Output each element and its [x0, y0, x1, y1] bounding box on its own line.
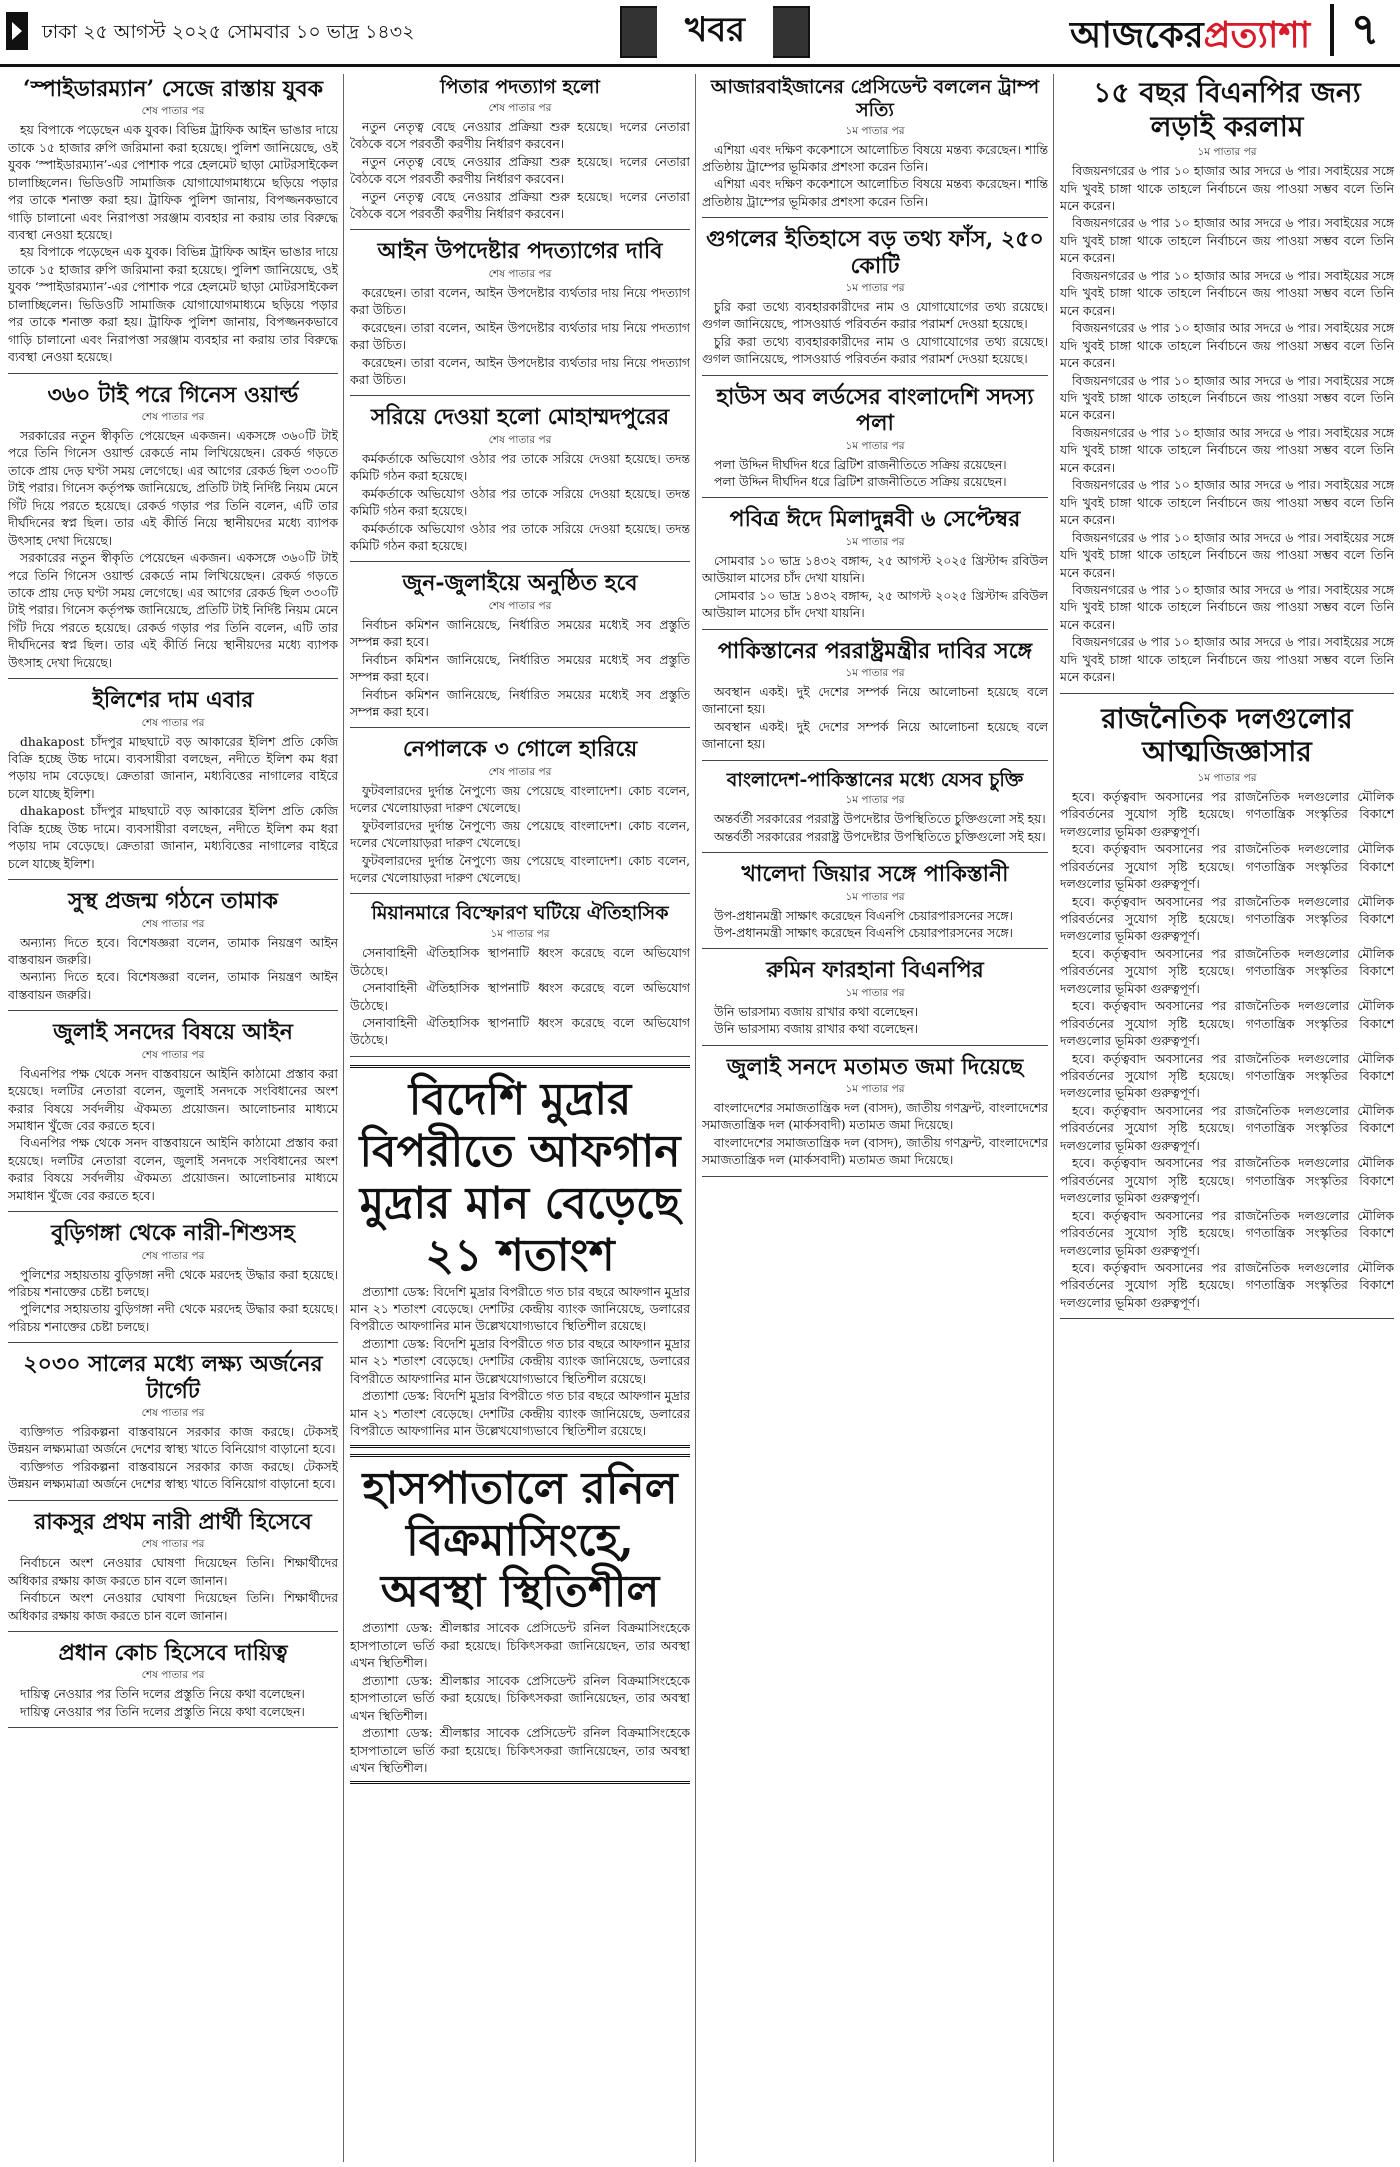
continued-note: শেষ পাতার পর — [488, 267, 552, 280]
article-body: সরকারের নতুন স্বীকৃতি পেয়েছেন একজন। একসঙ্গে ৩৬০টি টাই পরে তিনি গিনেস ওয়ার্ল্ড রেকর্ডে নাম লিখিয়েছেন। রেকর্ড গড়তে তাকে প্রায় দেড় ঘণ্টা সময় লেগেছে। এর আগের রেকর্ড ছিল ৩৩০টি টাই পরার। গিনেস কর্তৃপক্ষ জানিয়েছে, প্রতিটি টাই নির্দিষ্ট নিয়ম মেনে গিঁট দিয়ে পরতে হয়েছে। রেকর্ড গড়ার পর তিনি বলেন, এটি তার দীর্ঘদিনের স্বপ্ন ছিল। তার এই কীর্তি নিয়ে স্থানীয়দের মধ্যে ব্যাপক উৎসাহ দেখা দিয়েছে। সরকারের নতুন স্বীকৃতি পেয়েছেন একজন। একসঙ্গে ৩৬০টি টাই পরে তিনি গিনেস ওয়ার্ল্ড রেকর্ডে নাম লিখিয়েছেন। রেকর্ড গড়তে তাকে প্রায় দেড় ঘণ্টা সময় লেগেছে। এর আগের রেকর্ড ছিল ৩৩০টি টাই পরার। গিনেস কর্তৃপক্ষ জানিয়েছে, প্রতিটি টাই নির্দিষ্ট নিয়ম মেনে গিঁট দিয়ে পরতে হয়েছে। রেকর্ড গড়ার পর তিনি বলেন, এটি তার দীর্ঘদিনের স্বপ্ন ছিল। তার এই কীর্তি নিয়ে স্থানীয়দের মধ্যে ব্যাপক উৎসাহ দেখা দিয়েছে। — [8, 428, 338, 670]
article-headline: পবিত্র ঈদে মিলাদুন্নবী ৬ সেপ্টেম্বর — [729, 506, 1021, 533]
article-body: বিজয়নগরের ৬ পার ১০ হাজার আর সদরে ৬ পার। সবাইয়ের সঙ্গে যদি খুবই চাঙ্গা থাকে তাহলে নির্বাচনে জয় পাওয়া সম্ভব বলে তিনি মনে করেন। বিজয়নগরের ৬ পার ১০ হাজার আর সদরে ৬ পার। সবাইয়ের সঙ্গে যদি খুবই চাঙ্গা থাকে তাহলে নির্বাচনে জয় পাওয়া সম্ভব বলে তিনি মনে করেন। বিজয়নগরের ৬ পার ১০ হাজার আর সদরে ৬ পার। সবাইয়ের সঙ্গে যদি খুবই চাঙ্গা থাকে তাহলে নির্বাচনে জয় পাওয়া সম্ভব বলে তিনি মনে করেন। বিজয়নগরের ৬ পার ১০ হাজার আর সদরে ৬ পার। সবাইয়ের সঙ্গে যদি খুবই চাঙ্গা থাকে তাহলে নির্বাচনে জয় পাওয়া সম্ভব বলে তিনি মনে করেন। বিজয়নগরের ৬ পার ১০ হাজার আর সদরে ৬ পার। সবাইয়ের সঙ্গে যদি খুবই চাঙ্গা থাকে তাহলে নির্বাচনে জয় পাওয়া সম্ভব বলে তিনি মনে করেন। বিজয়নগরের ৬ পার ১০ হাজার আর সদরে ৬ পার। সবাইয়ের সঙ্গে যদি খুবই চাঙ্গা থাকে তাহলে নির্বাচনে জয় পাওয়া সম্ভব বলে তিনি মনে করেন। বিজয়নগরের ৬ পার ১০ হাজার আর সদরে ৬ পার। সবাইয়ের সঙ্গে যদি খুবই চাঙ্গা থাকে তাহলে নির্বাচনে জয় পাওয়া সম্ভব বলে তিনি মনে করেন। বিজয়নগরের ৬ পার ১০ হাজার আর সদরে ৬ পার। সবাইয়ের সঙ্গে যদি খুবই চাঙ্গা থাকে তাহলে নির্বাচনে জয় পাওয়া সম্ভব বলে তিনি মনে করেন। বিজয়নগরের ৬ পার ১০ হাজার আর সদরে ৬ পার। সবাইয়ের সঙ্গে যদি খুবই চাঙ্গা থাকে তাহলে নির্বাচনে জয় পাওয়া সম্ভব বলে তিনি মনে করেন। বিজয়নগরের ৬ পার ১০ হাজার আর সদরে ৬ পার। সবাইয়ের সঙ্গে যদি খুবই চাঙ্গা থাকে তাহলে নির্বাচনে জয় পাওয়া সম্ভব বলে তিনি মনে করেন। — [1060, 164, 1394, 685]
continued-note: ১ম পাতার পর — [845, 986, 905, 999]
continued-note: শেষ পাতার পর — [141, 1669, 205, 1682]
article-body: উনি ভারসাম্য বজায় রাখার কথা বলেছেন। উনি ভারসাম্য বজায় রাখার কথা বলেছেন। — [714, 1004, 919, 1037]
article-headline: প্রধান কোচ হিসেবে দায়িত্ব — [58, 1639, 288, 1666]
article-headline: ৩৬০ টাই পরে গিনেস ওয়ার্ল্ড — [47, 381, 299, 408]
article-body: অন্যান্য দিতে হবে। বিশেষজ্ঞরা বলেন, তামাক নিয়ন্ত্রণ আইন বাস্তবায়ন জরুরি। অন্যান্য দিতে হবে। বিশেষজ্ঞরা বলেন, তামাক নিয়ন্ত্রণ আইন বাস্তবায়ন জরুরি। — [8, 935, 338, 1002]
continued-note: শেষ পাতার পর — [488, 101, 552, 114]
continued-note: শেষ পাতার পর — [141, 1048, 205, 1061]
article — [702, 769, 1048, 854]
article-body: ব্যক্তিগত পরিকল্পনা বাস্তবায়নে সরকার কাজ করছে। টেকসই উন্নয়ন লক্ষ্যমাত্রা অর্জনে দেশের স্বাস্থ্য খাতে বিনিয়োগ বাড়ানো হবে। ব্যক্তিগত পরিকল্পনা বাস্তবায়নে সরকার কাজ করছে। টেকসই উন্নয়ন লক্ষ্যমাত্রা অর্জনে দেশের স্বাস্থ্য খাতে বিনিয়োগ বাড়ানো হবে। — [8, 1425, 338, 1492]
article — [350, 902, 690, 1056]
article-body: নতুন নেতৃত্ব বেছে নেওয়ার প্রক্রিয়া শুরু হয়েছে। দলের নেতারা বৈঠকে বসে পরবর্তী করণীয় নির্ধারণ করবেন। নতুন নেতৃত্ব বেছে নেওয়ার প্রক্রিয়া শুরু হয়েছে। দলের নেতারা বৈঠকে বসে পরবর্তী করণীয় নির্ধারণ করবেন। নতুন নেতৃত্ব বেছে নেওয়ার প্রক্রিয়া শুরু হয়েছে। দলের নেতারা বৈঠকে বসে পরবর্তী করণীয় নির্ধারণ করবেন। — [350, 119, 690, 221]
article-headline: ১৫ বছর বিএনপির জন্য লড়াই করলাম — [1093, 76, 1361, 143]
article-headline: রাজনৈতিক দলগুলোর আত্মজিজ্ঞাসার — [1101, 701, 1353, 769]
article — [8, 1019, 338, 1212]
article — [350, 404, 690, 562]
article-headline: পাকিস্তানের পররাষ্ট্রমন্ত্রীর দাবির সঙ্গে — [717, 637, 1033, 664]
article-headline: পিতার পদত্যাগ হলো — [440, 76, 600, 98]
article — [350, 570, 690, 728]
article-headline: ইলিশের দাম এবার — [92, 687, 254, 714]
article-headline: রুমিন ফারহানা বিএনপির — [766, 957, 984, 984]
article-body: চুরি করা তথ্যে ব্যবহারকারীদের নাম ও যোগাযোগের তথ্য রয়েছে। গুগল জানিয়েছে, পাসওয়ার্ড পরিবর্তন করার পরামর্শ দেওয়া হয়েছে। চুরি করা তথ্যে ব্যবহারকারীদের নাম ও যোগাযোগের তথ্য রয়েছে। গুগল জানিয়েছে, পাসওয়ার্ড পরিবর্তন করার পরামর্শ দেওয়া হয়েছে। — [702, 300, 1048, 367]
continued-note: ১ম পাতার পর — [845, 794, 905, 807]
column-divider — [1053, 74, 1054, 2162]
article-headline: বাংলাদেশ-পাকিস্তানের মধ্যে যেসব চুক্তি — [726, 768, 1024, 791]
article — [702, 638, 1048, 761]
continued-note: শেষ পাতার পর — [141, 1407, 205, 1420]
continued-note: শেষ পাতার পর — [141, 1538, 205, 1551]
continued-note: শেষ পাতার পর — [488, 433, 552, 446]
article — [8, 1351, 338, 1501]
column-1 — [8, 74, 338, 2162]
column-2 — [350, 74, 690, 2162]
article-body: dhakapost চাঁদপুর মাছঘাটে বড় আকারের ইলিশ প্রতি কেজি বিক্রি হচ্ছে উচ্চ দামে। ব্যবসায়ীরা বলছেন, নদীতে ইলিশ কম ধরা পড়ায় দাম বেড়েছে। ক্রেতারা জানান, মধ্যবিত্তের নাগালের বাইরে চলে যাচ্ছে ইলিশ। dhakapost চাঁদপুর মাছঘাটে বড় আকারের ইলিশ প্রতি কেজি বিক্রি হচ্ছে উচ্চ দামে। ব্যবসায়ীরা বলছেন, নদীতে ইলিশ কম ধরা পড়ায় দাম বেড়েছে। ক্রেতারা জানান, মধ্যবিত্তের নাগালের বাইরে চলে যাচ্ছে ইলিশ। — [8, 734, 338, 871]
article-headline: আজারবাইজানের প্রেসিডেন্ট বললেন ট্রাম্প সত্যি — [710, 76, 1040, 121]
article — [350, 736, 690, 894]
article — [702, 226, 1048, 376]
article — [702, 957, 1048, 1045]
article-body: বাংলাদেশের সমাজতান্ত্রিক দল (বাসদ), জাতীয় গণফ্রন্ট, বাংলাদেশের সমাজতান্ত্রিক দল (মার্কসবাদী) মতামত জমা দিয়েছে। বাংলাদেশের সমাজতান্ত্রিক দল (বাসদ), জাতীয় গণফ্রন্ট, বাংলাদেশের সমাজতান্ত্রিক দল (মার্কসবাদী) মতামত জমা দিয়েছে। — [702, 1100, 1048, 1168]
article-headline: রাকসুর প্রথম নারী প্রার্থী হিসেবে — [34, 1508, 312, 1535]
dateline: ঢাকা ২৫ আগস্ট ২০২৫ সোমবার ১০ ভাদ্র ১৪৩২ — [42, 21, 415, 43]
article-body: উপ-প্রধানমন্ত্রী সাক্ষাৎ করেছেন বিএনপি চেয়ারপারসনের সঙ্গে। উপ-প্রধানমন্ত্রী সাক্ষাৎ করেছেন বিএনপি চেয়ারপারসনের সঙ্গে। — [714, 908, 1013, 940]
article — [8, 888, 338, 1011]
continued-note: শেষ পাতার পর — [141, 1249, 205, 1262]
article — [8, 687, 338, 880]
article-body: হয় বিপাকে পড়েছেন এক যুবক। বিভিন্ন ট্রাফিক আইন ভাঙার দায়ে তাকে ১৫ হাজার রুপি জরিমানা করা হয়েছে। পুলিশ জানিয়েছে, ওই যুবক ‘স্পাইডারম্যান’-এর পোশাক পরে হেলমেট ছাড়া মোটরসাইকেল চালাচ্ছিলেন। ভিডিওটি সামাজিক যোগাযোগমাধ্যমে ছড়িয়ে পড়ার পর তাকে শনাক্ত করা হয়। ট্রাফিক পুলিশ জানায়, বিপজ্জনকভাবে গাড়ি চালানো এবং নিরাপত্তা সরঞ্জাম ব্যবহার না করায় তার বিরুদ্ধে ব্যবস্থা নেওয়া হয়েছে। হয় বিপাকে পড়েছেন এক যুবক। বিভিন্ন ট্রাফিক আইন ভাঙার দায়ে তাকে ১৫ হাজার রুপি জরিমানা করা হয়েছে। পুলিশ জানিয়েছে, ওই যুবক ‘স্পাইডারম্যান’-এর পোশাক পরে হেলমেট ছাড়া মোটরসাইকেল চালাচ্ছিলেন। ভিডিওটি সামাজিক যোগাযোগমাধ্যমে ছড়িয়ে পড়ার পর তাকে শনাক্ত করা হয়। ট্রাফিক পুলিশ জানায়, বিপজ্জনকভাবে গাড়ি চালানো এবং নিরাপত্তা সরঞ্জাম ব্যবহার না করায় তার বিরুদ্ধে ব্যবস্থা নেওয়া হয়েছে। — [8, 123, 338, 365]
article-headline: হাউস অব লর্ডসের বাংলাদেশি সদস্য পলা — [716, 383, 1034, 437]
article-body: হবে। কর্তৃত্ববাদ অবসানের পর রাজনৈতিক দলগুলোর মৌলিক পরিবর্তনের সুযোগ সৃষ্টি হয়েছে। গণতান্ত্রিক সংস্কৃতির বিকাশে দলগুলোর ভূমিকা গুরুত্বপূর্ণ। হবে। কর্তৃত্ববাদ অবসানের পর রাজনৈতিক দলগুলোর মৌলিক পরিবর্তনের সুযোগ সৃষ্টি হয়েছে। গণতান্ত্রিক সংস্কৃতির বিকাশে দলগুলোর ভূমিকা গুরুত্বপূর্ণ। হবে। কর্তৃত্ববাদ অবসানের পর রাজনৈতিক দলগুলোর মৌলিক পরিবর্তনের সুযোগ সৃষ্টি হয়েছে। গণতান্ত্রিক সংস্কৃতির বিকাশে দলগুলোর ভূমিকা গুরুত্বপূর্ণ। হবে। কর্তৃত্ববাদ অবসানের পর রাজনৈতিক দলগুলোর মৌলিক পরিবর্তনের সুযোগ সৃষ্টি হয়েছে। গণতান্ত্রিক সংস্কৃতির বিকাশে দলগুলোর ভূমিকা গুরুত্বপূর্ণ। হবে। কর্তৃত্ববাদ অবসানের পর রাজনৈতিক দলগুলোর মৌলিক পরিবর্তনের সুযোগ সৃষ্টি হয়েছে। গণতান্ত্রিক সংস্কৃতির বিকাশে দলগুলোর ভূমিকা গুরুত্বপূর্ণ। হবে। কর্তৃত্ববাদ অবসানের পর রাজনৈতিক দলগুলোর মৌলিক পরিবর্তনের সুযোগ সৃষ্টি হয়েছে। গণতান্ত্রিক সংস্কৃতির বিকাশে দলগুলোর ভূমিকা গুরুত্বপূর্ণ। হবে। কর্তৃত্ববাদ অবসানের পর রাজনৈতিক দলগুলোর মৌলিক পরিবর্তনের সুযোগ সৃষ্টি হয়েছে। গণতান্ত্রিক সংস্কৃতির বিকাশে দলগুলোর ভূমিকা গুরুত্বপূর্ণ। হবে। কর্তৃত্ববাদ অবসানের পর রাজনৈতিক দলগুলোর মৌলিক পরিবর্তনের সুযোগ সৃষ্টি হয়েছে। গণতান্ত্রিক সংস্কৃতির বিকাশে দলগুলোর ভূমিকা গুরুত্বপূর্ণ। হবে। কর্তৃত্ববাদ অবসানের পর রাজনৈতিক দলগুলোর মৌলিক পরিবর্তনের সুযোগ সৃষ্টি হয়েছে। গণতান্ত্রিক সংস্কৃতির বিকাশে দলগুলোর ভূমিকা গুরুত্বপূর্ণ। হবে। কর্তৃত্ববাদ অবসানের পর রাজনৈতিক দলগুলোর মৌলিক পরিবর্তনের সুযোগ সৃষ্টি হয়েছে। গণতান্ত্রিক সংস্কৃতির বিকাশে দলগুলোর ভূমিকা গুরুত্বপূর্ণ। — [1060, 789, 1394, 1310]
brand-accent: প্রত্যাশা — [1203, 15, 1311, 56]
article-body: পুলিশের সহায়তায় বুড়িগঙ্গা নদী থেকে মরদেহ উদ্ধার করা হয়েছে। পরিচয় শনাক্তের চেষ্টা চলছে। পুলিশের সহায়তায় বুড়িগঙ্গা নদী থেকে মরদেহ উদ্ধার করা হয়েছে। পরিচয় শনাক্তের চেষ্টা চলছে। — [8, 1267, 338, 1334]
continued-note: শেষ পাতার পর — [141, 917, 205, 930]
continued-note: ১ম পাতার পর — [845, 1083, 905, 1096]
masthead — [0, 0, 1400, 67]
article — [350, 238, 690, 396]
article — [8, 1220, 338, 1343]
article — [1060, 76, 1394, 694]
article-headline: ‘স্পাইডারম্যান’ সেজে রাস্তায় যুবক — [22, 76, 324, 102]
column-divider — [695, 74, 696, 2162]
section-title-box — [620, 6, 810, 58]
article-body: বিএনপির পক্ষ থেকে সনদ বাস্তবায়নে আইনি কাঠামো প্রস্তাব করা হয়েছে। দলটির নেতারা বলেন, জুলাই সনদকে সংবিধানের অংশ করার বিষয়ে সর্বদলীয় ঐকমত্য প্রয়োজন। আলোচনার মাধ্যমে সমাধান খুঁজে বের করতে হবে। বিএনপির পক্ষ থেকে সনদ বাস্তবায়নে আইনি কাঠামো প্রস্তাব করা হয়েছে। দলটির নেতারা বলেন, জুলাই সনদকে সংবিধানের অংশ করার বিষয়ে সর্বদলীয় ঐকমত্য প্রয়োজন। আলোচনার মাধ্যমে সমাধান খুঁজে বের করতে হবে। — [8, 1066, 338, 1203]
article-headline: জুলাই সনদের বিষয়ে আইন — [53, 1019, 293, 1046]
continued-note: শেষ পাতার পর — [141, 105, 205, 118]
article-body: নির্বাচনে অংশ নেওয়ার ঘোষণা দিয়েছেন তিনি। শিক্ষার্থীদের অধিকার রক্ষায় কাজ করতে চান বলে জানান। নির্বাচনে অংশ নেওয়ার ঘোষণা দিয়েছেন তিনি। শিক্ষার্থীদের অধিকার রক্ষায় কাজ করতে চান বলে জানান। — [8, 1556, 338, 1623]
article — [702, 384, 1048, 499]
article — [8, 76, 338, 374]
continued-note: ১ম পাতার পর — [845, 666, 905, 679]
article — [8, 1509, 338, 1632]
article — [702, 1054, 1048, 1177]
article-headline: গুগলের ইতিহাসে বড় তথ্য ফাঁস, ২৫০ কোটি — [706, 226, 1044, 279]
article-body: সেনাবাহিনী ঐতিহাসিক স্থাপনাটি ধ্বংস করেছে বলে অভিযোগ উঠেছে। সেনাবাহিনী ঐতিহাসিক স্থাপনাটি ধ্বংস করেছে বলে অভিযোগ উঠেছে। সেনাবাহিনী ঐতিহাসিক স্থাপনাটি ধ্বংস করেছে বলে অভিযোগ উঠেছে। — [350, 946, 690, 1048]
article — [350, 76, 690, 230]
article-body: পলা উদ্দিন দীর্ঘদিন ধরে ব্রিটিশ রাজনীতিতে সক্রিয় রয়েছেন। পলা উদ্দিন দীর্ঘদিন ধরে ব্রিটিশ রাজনীতিতে সক্রিয় রয়েছেন। — [714, 457, 1007, 489]
continued-note: শেষ পাতার পর — [488, 765, 552, 778]
article — [702, 506, 1048, 629]
article-body: সোমবার ১০ ভাদ্র ১৪৩২ বঙ্গাব্দ, ২৫ আগস্ট ২০২৫ খ্রিস্টাব্দ রবিউল আউয়াল মাসের চাঁদ দেখা যায়নি। সোমবার ১০ ভাদ্র ১৪৩২ বঙ্গাব্দ, ২৫ আগস্ট ২০২৫ খ্রিস্টাব্দ রবিউল আউয়াল মাসের চাঁদ দেখা যায়নি। — [702, 553, 1048, 621]
article-headline: আইন উপদেষ্টার পদত্যাগের দাবি — [377, 238, 663, 265]
continued-note: ১ম পাতার পর — [845, 535, 905, 548]
section-title: খবর — [657, 4, 773, 61]
continued-note: শেষ পাতার পর — [141, 716, 205, 729]
page-number: ৭ — [1330, 4, 1396, 56]
article-headline: জুন-জুলাইয়ে অনুষ্ঠিত হবে — [402, 570, 638, 597]
article — [702, 861, 1048, 949]
brand-logo — [1070, 8, 1310, 68]
continued-note: ১ম পাতার পর — [845, 124, 905, 137]
column-4 — [1060, 74, 1394, 2162]
arrow-mark-icon — [6, 12, 28, 50]
article-headline: সরিয়ে দেওয়া হলো মোহাম্মদপুরের — [370, 404, 670, 431]
article-headline: সুস্থ প্রজন্ম গঠনে তামাক — [68, 888, 278, 915]
continued-note: শেষ পাতার পর — [141, 411, 205, 424]
article-headline: জুলাই সনদে মতামত জমা দিয়েছে — [726, 1053, 1024, 1080]
article-body: নির্বাচন কমিশন জানিয়েছে, নির্ধারিত সময়ের মধ্যেই সব প্রস্তুতি সম্পন্ন করা হবে। নির্বাচন কমিশন জানিয়েছে, নির্ধারিত সময়ের মধ্যেই সব প্রস্তুতি সম্পন্ন করা হবে। নির্বাচন কমিশন জানিয়েছে, নির্ধারিত সময়ের মধ্যেই সব প্রস্তুতি সম্পন্ন করা হবে। — [350, 617, 690, 720]
article-headline: মিয়ানমারে বিস্ফোরণ ঘটিয়ে ঐতিহাসিক — [371, 902, 669, 925]
article — [350, 1065, 690, 1448]
article-body: করেছেন। তারা বলেন, আইন উপদেষ্টার ব্যর্থতার দায় নিয়ে পদত্যাগ করা উচিত। করেছেন। তারা বলেন, আইন উপদেষ্টার ব্যর্থতার দায় নিয়ে পদত্যাগ করা উচিত। করেছেন। তারা বলেন, আইন উপদেষ্টার ব্যর্থতার দায় নিয়ে পদত্যাগ করা উচিত। — [350, 285, 690, 387]
article — [8, 1640, 338, 1728]
continued-note: ১ম পাতার পর — [845, 282, 905, 295]
article-body: এশিয়া এবং দক্ষিণ ককেশাসে আলোচিত বিষয়ে মন্তব্য করেছেন। শান্তি প্রতিষ্ঠায় ট্রাম্পের ভূমিকার প্রশংসা করেন তিনি। এশিয়া এবং দক্ষিণ ককেশাসে আলোচিত বিষয়ে মন্তব্য করেছেন। শান্তি প্রতিষ্ঠায় ট্রাম্পের ভূমিকার প্রশংসা করেন তিনি। — [702, 142, 1048, 209]
article-headline: খালেদা জিয়ার সঙ্গে পাকিস্তানী — [741, 861, 1009, 888]
continued-note: ১ম পাতার পর — [1197, 771, 1257, 784]
article — [8, 382, 338, 680]
article-body: প্রত্যাশা ডেস্ক: শ্রীলঙ্কার সাবেক প্রেসিডেন্ট রনিল বিক্রমাসিংহেকে হাসপাতালে ভর্তি করা হয়েছে। চিকিৎসকরা জানিয়েছেন, তার অবস্থা এখন স্থিতিশীল। প্রত্যাশা ডেস্ক: শ্রীলঙ্কার সাবেক প্রেসিডেন্ট রনিল বিক্রমাসিংহেকে হাসপাতালে ভর্তি করা হয়েছে। চিকিৎসকরা জানিয়েছেন, তার অবস্থা এখন স্থিতিশীল। প্রত্যাশা ডেস্ক: শ্রীলঙ্কার সাবেক প্রেসিডেন্ট রনিল বিক্রমাসিংহেকে হাসপাতালে ভর্তি করা হয়েছে। চিকিৎসকরা জানিয়েছেন, তার অবস্থা এখন স্থিতিশীল। — [350, 1621, 690, 1775]
article-headline: ২০৩০ সালের মধ্যে লক্ষ্য অর্জনের টার্গেট — [23, 1351, 323, 1404]
article-headline: নেপালকে ৩ গোলে হারিয়ে — [402, 736, 638, 763]
continued-note: ১ম পাতার পর — [845, 890, 905, 903]
article — [1060, 702, 1394, 1320]
article-body: দায়িত্ব নেওয়ার পর তিনি দলের প্রস্তুতি নিয়ে কথা বলেছেন। দায়িত্ব নেওয়ার পর তিনি দলের প্রস্তুতি নিয়ে কথা বলেছেন। — [20, 1687, 305, 1719]
article-headline: বুড়িগঙ্গা থেকে নারী-শিশুসহ — [51, 1220, 295, 1247]
continued-note: ১ম পাতার পর — [1197, 146, 1257, 159]
continued-note: ১ম পাতার পর — [490, 928, 550, 941]
article-body: ফুটবলারদের দুর্দান্ত নৈপুণ্যে জয় পেয়েছে বাংলাদেশ। কোচ বলেন, দলের খেলোয়াড়রা দারুণ খেলেছে। ফুটবলারদের দুর্দান্ত নৈপুণ্যে জয় পেয়েছে বাংলাদেশ। কোচ বলেন, দলের খেলোয়াড়রা দারুণ খেলেছে। ফুটবলারদের দুর্দান্ত নৈপুণ্যে জয় পেয়েছে বাংলাদেশ। কোচ বলেন, দলের খেলোয়াড়রা দারুণ খেলেছে। — [350, 783, 690, 886]
column-3 — [702, 74, 1048, 2162]
article — [350, 1454, 690, 1785]
continued-note: শেষ পাতার পর — [488, 599, 552, 612]
continued-note: ১ম পাতার পর — [845, 439, 905, 452]
brand-prefix: আজকের — [1070, 15, 1204, 56]
article-headline: হাসপাতালে রনিল বিক্রমাসিংহে, অবস্থা স্থিতিশীল — [362, 1462, 678, 1618]
article-body: অন্তর্বর্তী সরকারের পররাষ্ট্র উপদেষ্টার উপস্থিতিতে চুক্তিগুলো সই হয়। অন্তর্বর্তী সরকারের পররাষ্ট্র উপদেষ্টার উপস্থিতিতে চুক্তিগুলো সই হয়। — [714, 812, 1046, 844]
article-body: অবস্থান একই। দুই দেশের সম্পর্ক নিয়ে আলোচনা হয়েছে বলে জানানো হয়। অবস্থান একই। দুই দেশের সম্পর্ক নিয়ে আলোচনা হয়েছে বলে জানানো হয়। — [702, 684, 1048, 752]
article — [702, 76, 1048, 218]
article-headline: বিদেশি মুদ্রার বিপরীতে আফগান মুদ্রার মান বেড়েছে ২১ শতাংশ — [359, 1073, 681, 1281]
article-body: কর্মকর্তাকে অভিযোগ ওঠার পর তাকে সরিয়ে দেওয়া হয়েছে। তদন্ত কমিটি গঠন করা হয়েছে। কর্মকর্তাকে অভিযোগ ওঠার পর তাকে সরিয়ে দেওয়া হয়েছে। তদন্ত কমিটি গঠন করা হয়েছে। কর্মকর্তাকে অভিযোগ ওঠার পর তাকে সরিয়ে দেওয়া হয়েছে। তদন্ত কমিটি গঠন করা হয়েছে। — [350, 451, 690, 553]
column-divider — [343, 74, 344, 2162]
article-body: প্রত্যাশা ডেস্ক: বিদেশি মুদ্রার বিপরীতে গত চার বছরে আফগান মুদ্রার মান ২১ শতাংশ বেড়েছে। দেশটির কেন্দ্রীয় ব্যাংক জানিয়েছে, ডলারের বিপরীতে আফগানির মান উল্লেখযোগ্যভাবে স্থিতিশীল রয়েছে। প্রত্যাশা ডেস্ক: বিদেশি মুদ্রার বিপরীতে গত চার বছরে আফগান মুদ্রার মান ২১ শতাংশ বেড়েছে। দেশটির কেন্দ্রীয় ব্যাংক জানিয়েছে, ডলারের বিপরীতে আফগানির মান উল্লেখযোগ্যভাবে স্থিতিশীল রয়েছে। প্রত্যাশা ডেস্ক: বিদেশি মুদ্রার বিপরীতে গত চার বছরে আফগান মুদ্রার মান ২১ শতাংশ বেড়েছে। দেশটির কেন্দ্রীয় ব্যাংক জানিয়েছে, ডলারের বিপরীতে আফগানির মান উল্লেখযোগ্যভাবে স্থিতিশীল রয়েছে। — [350, 1284, 690, 1439]
